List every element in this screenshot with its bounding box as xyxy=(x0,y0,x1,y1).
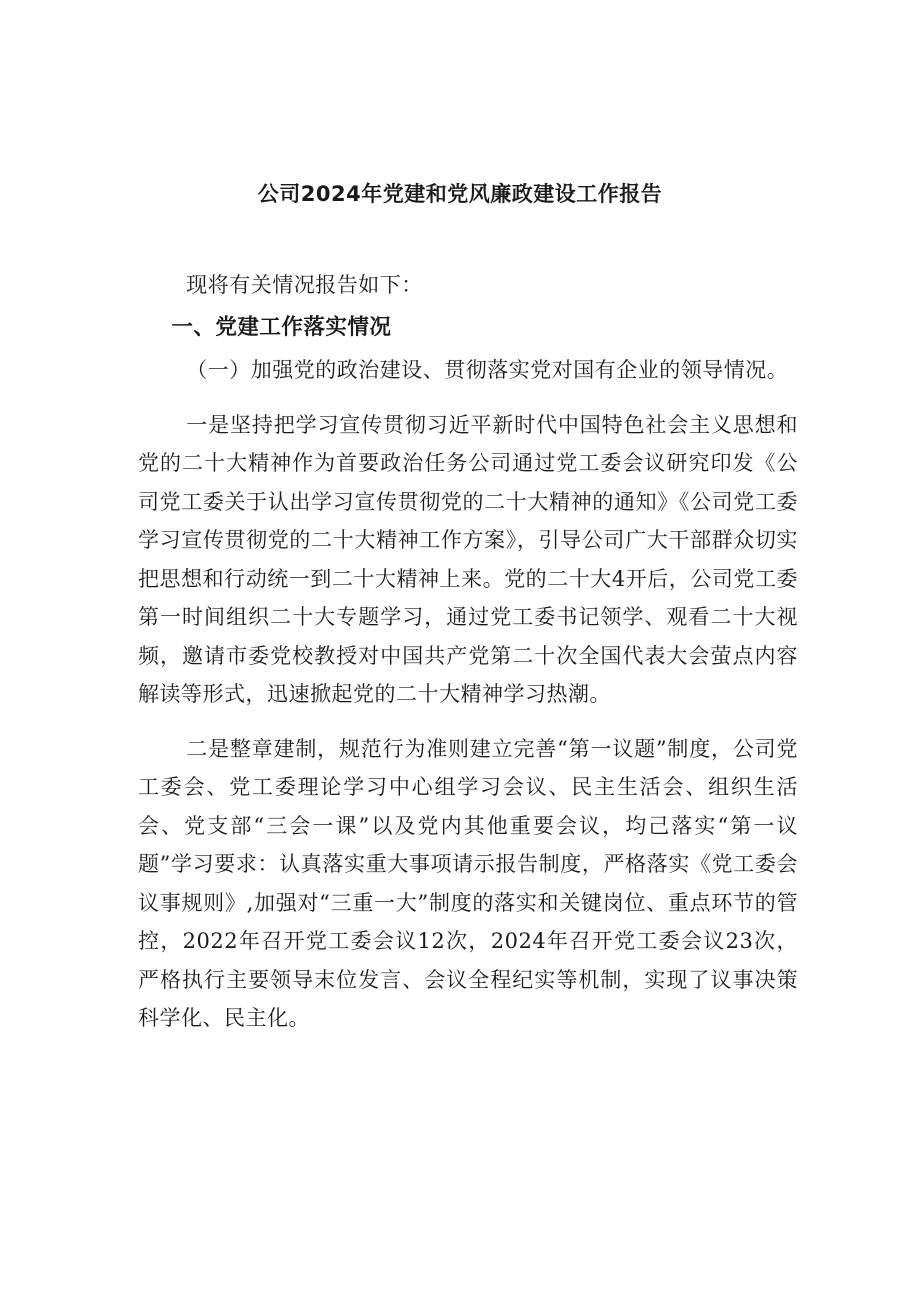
document-body xyxy=(138,266,798,1054)
subsection-heading: （一）加强党的政治建设、贯彻落实党对国有企业的领导情况。 xyxy=(186,358,789,382)
section-heading: 一、党建工作落实情况 xyxy=(171,314,392,340)
intro-paragraph: 现将有关情况报告如下： xyxy=(186,273,423,297)
body-paragraph-2: 二是整章建制，规范行为准则建立完善“第一议题”制度，公司党工委会、党工委理论学习中心组学习会议、民主生活会、组织生活会、党支部“三会一课”以及党内其他重要会议，均己落实“第一议题”学习要求：认真落实重大事项请示报告制度，严格落实《党工委会议事规则》,加强对“三重一大”制度的落实和关键岗位、重点环节的管控，2022年召开党工委会议12次，2024年召开党工委会议23次，严格执行主要领导末位发言、会议全程纪实等机制，实现了议事决策科学化、民主化。 xyxy=(138,736,798,1030)
body-paragraph-1: 一是坚持把学习宣传贯彻习近平新时代中国特色社会主义思想和党的二十大精神作为首要政治任务公司通过党工委会议研究印发《公司党工委关于认出学习宣传贯彻党的二十大精神的通知》《公司党工委学习宣传贯彻党的二十大精神工作方案》，引导公司广大干部群众切实把思想和行动统一到二十大精神上来。党的二十大4开后，公司党工委第一时间组织二十大专题学习，通过党工委书记领学、观看二十大视频，邀请市委党校教授对中国共产党第二十次全国代表大会萤点内容解读等形式，迅速掀起党的二十大精神学习热潮。 xyxy=(138,412,798,706)
document-title: 公司2024年党建和党风廉政建设工作报告 xyxy=(257,182,663,206)
